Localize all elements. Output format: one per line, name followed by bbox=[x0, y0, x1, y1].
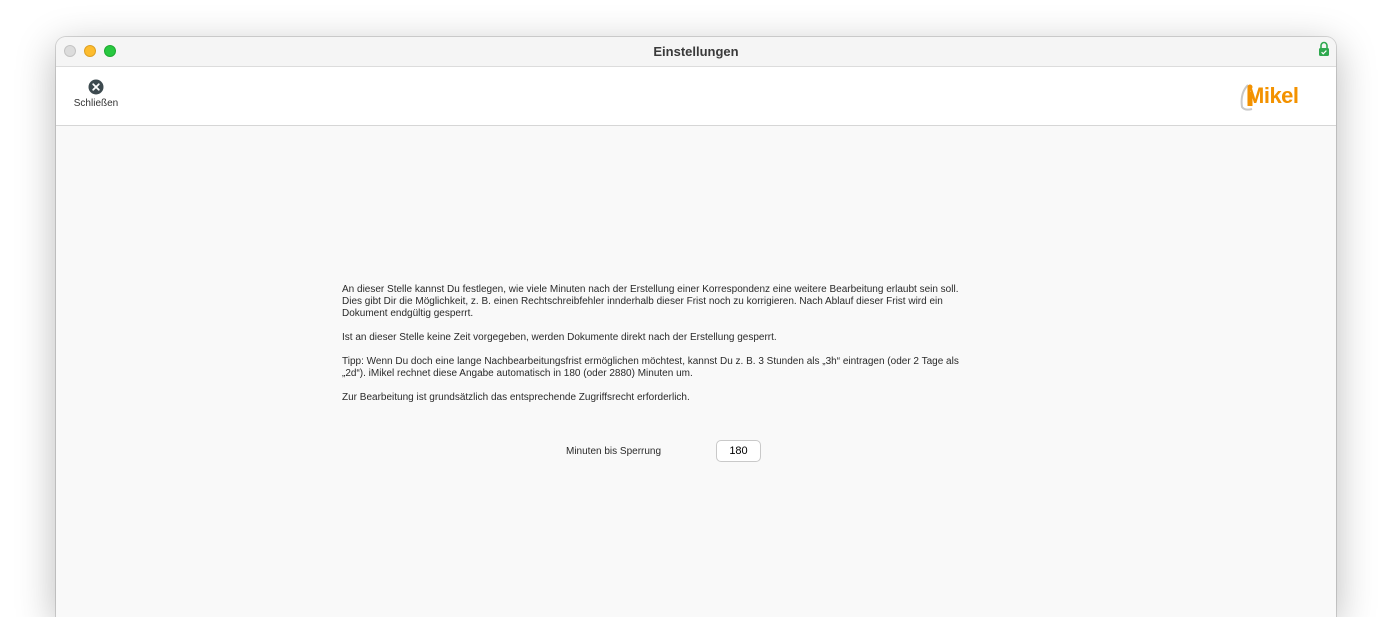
close-button-label: Schließen bbox=[73, 98, 119, 109]
close-button[interactable] bbox=[66, 79, 126, 119]
imikel-logo bbox=[1236, 79, 1318, 113]
logo-text: Mikel bbox=[1246, 83, 1299, 108]
paragraph-1-line-1: An dieser Stelle kannst Du festlegen, wie viele Minuten nach der Erstellung einer Korrespondenz eine weitere Bearbeitung erlaubt sein soll. bbox=[342, 284, 959, 295]
description-paragraph-3 bbox=[342, 356, 1062, 380]
paragraph-3-line-2: „2d“). iMikel rechnet diese Angabe automatisch in 180 (oder 2880) Minuten um. bbox=[342, 368, 693, 379]
toolbar bbox=[56, 67, 1336, 126]
description-paragraph-1 bbox=[342, 284, 1062, 320]
paragraph-1-line-3: Dokument endgültig gesperrt. bbox=[342, 308, 474, 319]
window-title: Einstellungen bbox=[653, 44, 739, 59]
description-paragraph-2: Ist an dieser Stelle keine Zeit vorgegeben, werden Dokumente direkt nach der Erstellung gesperrt. bbox=[342, 332, 777, 343]
close-circle-icon bbox=[88, 79, 104, 95]
description-text bbox=[342, 284, 1062, 416]
settings-window bbox=[56, 37, 1336, 617]
paragraph-3-line-1: Tipp: Wenn Du doch eine lange Nachbearbeitungsfrist ermöglichen möchtest, kannst Du z. B. 3 Stunden als „3h“ eintragen (oder 2 Tage als bbox=[342, 356, 959, 367]
description-paragraph-4: Zur Bearbeitung ist grundsätzlich das entsprechende Zugriffsrecht erforderlich. bbox=[342, 392, 690, 403]
lock-icon bbox=[1318, 41, 1330, 57]
settings-content bbox=[56, 126, 1336, 617]
lock-minutes-label: Minuten bis Sperrung bbox=[566, 446, 662, 457]
lock-minutes-input[interactable] bbox=[716, 440, 761, 462]
title-bar[interactable] bbox=[56, 37, 1336, 67]
paragraph-1-line-2: Dies gibt Dir die Möglichkeit, z. B. einen Rechtschreibfehler innderhalb dieser Frist noch zu korrigieren. Nach Ablauf dieser Frist wird ein bbox=[342, 296, 943, 307]
